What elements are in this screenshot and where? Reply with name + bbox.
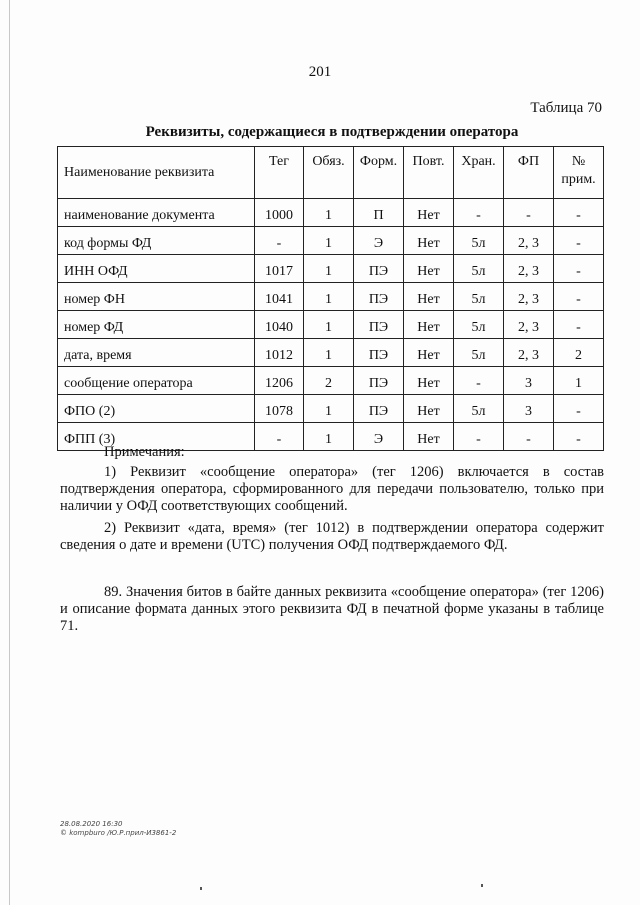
cell-required: 1 bbox=[304, 311, 354, 339]
note-1 bbox=[60, 464, 604, 515]
cell-repeat: Нет bbox=[404, 311, 454, 339]
header-storage: Хран. bbox=[454, 147, 504, 199]
cell-storage: - bbox=[454, 367, 504, 395]
cell-format: ПЭ bbox=[354, 339, 404, 367]
cell-fp: 2, 3 bbox=[504, 339, 554, 367]
table-header-row bbox=[58, 147, 604, 199]
scan-edge bbox=[9, 0, 10, 905]
cell-required: 1 bbox=[304, 255, 354, 283]
cell-fp: 3 bbox=[504, 367, 554, 395]
scan-speck bbox=[200, 887, 202, 890]
cell-repeat: Нет bbox=[404, 423, 454, 451]
paragraph-89 bbox=[60, 584, 604, 635]
cell-repeat: Нет bbox=[404, 227, 454, 255]
cell-note-number: - bbox=[554, 311, 604, 339]
cell-storage: 5л bbox=[454, 227, 504, 255]
cell-required: 1 bbox=[304, 199, 354, 227]
note-1-text: 1) Реквизит «сообщение оператора» (тег 1206) включается в состав подтверждения оператора, сформированного для передачи пользователю, только при наличии у ОФД соответствующих сообщений. bbox=[60, 464, 604, 514]
cell-required: 1 bbox=[304, 339, 354, 367]
note-2-text: 2) Реквизит «дата, время» (тег 1012) в подтверждении оператора содержит сведения о дате и времени (UTC) получения ОФД подтверждаемого ФД. bbox=[60, 520, 604, 553]
header-tag: Тег bbox=[255, 147, 304, 199]
cell-note-number: 2 bbox=[554, 339, 604, 367]
table-label: Таблица 70 bbox=[530, 100, 602, 116]
cell-required: 1 bbox=[304, 395, 354, 423]
cell-format: ПЭ bbox=[354, 395, 404, 423]
cell-format: П bbox=[354, 199, 404, 227]
cell-name: ФПО (2) bbox=[58, 395, 255, 423]
cell-fp: 2, 3 bbox=[504, 311, 554, 339]
cell-note-number: - bbox=[554, 199, 604, 227]
footer-stamp-line-1: 28.08.2020 16:30 bbox=[60, 820, 123, 828]
table-title: Реквизиты, содержащиеся в подтверждении оператора bbox=[145, 124, 519, 140]
cell-note-number: - bbox=[554, 255, 604, 283]
table-row bbox=[58, 367, 604, 395]
cell-name: номер ФД bbox=[58, 311, 255, 339]
paragraph-89-text: 89. Значения битов в байте данных реквизита «сообщение оператора» (тег 1206) и описание формата данных этого реквизита ФД в печатной форме указаны в таблице 71. bbox=[60, 584, 604, 634]
cell-tag: - bbox=[255, 227, 304, 255]
cell-storage: - bbox=[454, 199, 504, 227]
table-row bbox=[58, 311, 604, 339]
table-row bbox=[58, 199, 604, 227]
footer-stamp-line-2: © kompburo /Ю.Р.прил-И3861-2 bbox=[60, 829, 177, 837]
cell-name: наименование документа bbox=[58, 199, 255, 227]
cell-format: Э bbox=[354, 423, 404, 451]
header-name: Наименование реквизита bbox=[58, 147, 255, 199]
cell-note-number: - bbox=[554, 423, 604, 451]
header-format: Форм. bbox=[354, 147, 404, 199]
cell-repeat: Нет bbox=[404, 367, 454, 395]
cell-repeat: Нет bbox=[404, 255, 454, 283]
cell-storage: 5л bbox=[454, 311, 504, 339]
cell-fp: 3 bbox=[504, 395, 554, 423]
cell-name: номер ФН bbox=[58, 283, 255, 311]
cell-tag: 1041 bbox=[255, 283, 304, 311]
cell-required: 1 bbox=[304, 423, 354, 451]
cell-required: 2 bbox=[304, 367, 354, 395]
cell-name: код формы ФД bbox=[58, 227, 255, 255]
cell-format: ПЭ bbox=[354, 255, 404, 283]
cell-fp: 2, 3 bbox=[504, 227, 554, 255]
cell-note-number: - bbox=[554, 227, 604, 255]
page-number: 201 bbox=[308, 64, 332, 80]
cell-required: 1 bbox=[304, 227, 354, 255]
cell-storage: 5л bbox=[454, 339, 504, 367]
cell-storage: - bbox=[454, 423, 504, 451]
cell-name: ФПП (3) bbox=[58, 423, 255, 451]
cell-storage: 5л bbox=[454, 395, 504, 423]
cell-tag: 1000 bbox=[255, 199, 304, 227]
cell-fp: - bbox=[504, 199, 554, 227]
header-required: Обяз. bbox=[304, 147, 354, 199]
notes-heading: Примечания: bbox=[104, 444, 185, 460]
table-row bbox=[58, 255, 604, 283]
cell-note-number: - bbox=[554, 283, 604, 311]
cell-tag: 1040 bbox=[255, 311, 304, 339]
cell-fp: 2, 3 bbox=[504, 283, 554, 311]
cell-format: ПЭ bbox=[354, 283, 404, 311]
table-row bbox=[58, 283, 604, 311]
cell-tag: 1017 bbox=[255, 255, 304, 283]
table-row bbox=[58, 227, 604, 255]
cell-tag: 1012 bbox=[255, 339, 304, 367]
cell-tag: 1078 bbox=[255, 395, 304, 423]
requisites-table bbox=[57, 146, 604, 451]
cell-name: дата, время bbox=[58, 339, 255, 367]
cell-required: 1 bbox=[304, 283, 354, 311]
cell-repeat: Нет bbox=[404, 199, 454, 227]
cell-storage: 5л bbox=[454, 283, 504, 311]
cell-format: Э bbox=[354, 227, 404, 255]
header-fp: ФП bbox=[504, 147, 554, 199]
note-2 bbox=[60, 520, 604, 554]
scan-speck bbox=[481, 884, 483, 887]
cell-note-number: 1 bbox=[554, 367, 604, 395]
cell-fp: - bbox=[504, 423, 554, 451]
cell-repeat: Нет bbox=[404, 339, 454, 367]
cell-name: сообщение оператора bbox=[58, 367, 255, 395]
header-repeat: Повт. bbox=[404, 147, 454, 199]
table-row bbox=[58, 395, 604, 423]
cell-repeat: Нет bbox=[404, 283, 454, 311]
footer-stamp bbox=[60, 820, 176, 838]
cell-tag: - bbox=[255, 423, 304, 451]
table-row bbox=[58, 339, 604, 367]
cell-tag: 1206 bbox=[255, 367, 304, 395]
header-note-number: № прим. bbox=[554, 147, 604, 199]
cell-format: ПЭ bbox=[354, 311, 404, 339]
cell-format: ПЭ bbox=[354, 367, 404, 395]
cell-note-number: - bbox=[554, 395, 604, 423]
cell-storage: 5л bbox=[454, 255, 504, 283]
cell-fp: 2, 3 bbox=[504, 255, 554, 283]
cell-name: ИНН ОФД bbox=[58, 255, 255, 283]
cell-repeat: Нет bbox=[404, 395, 454, 423]
